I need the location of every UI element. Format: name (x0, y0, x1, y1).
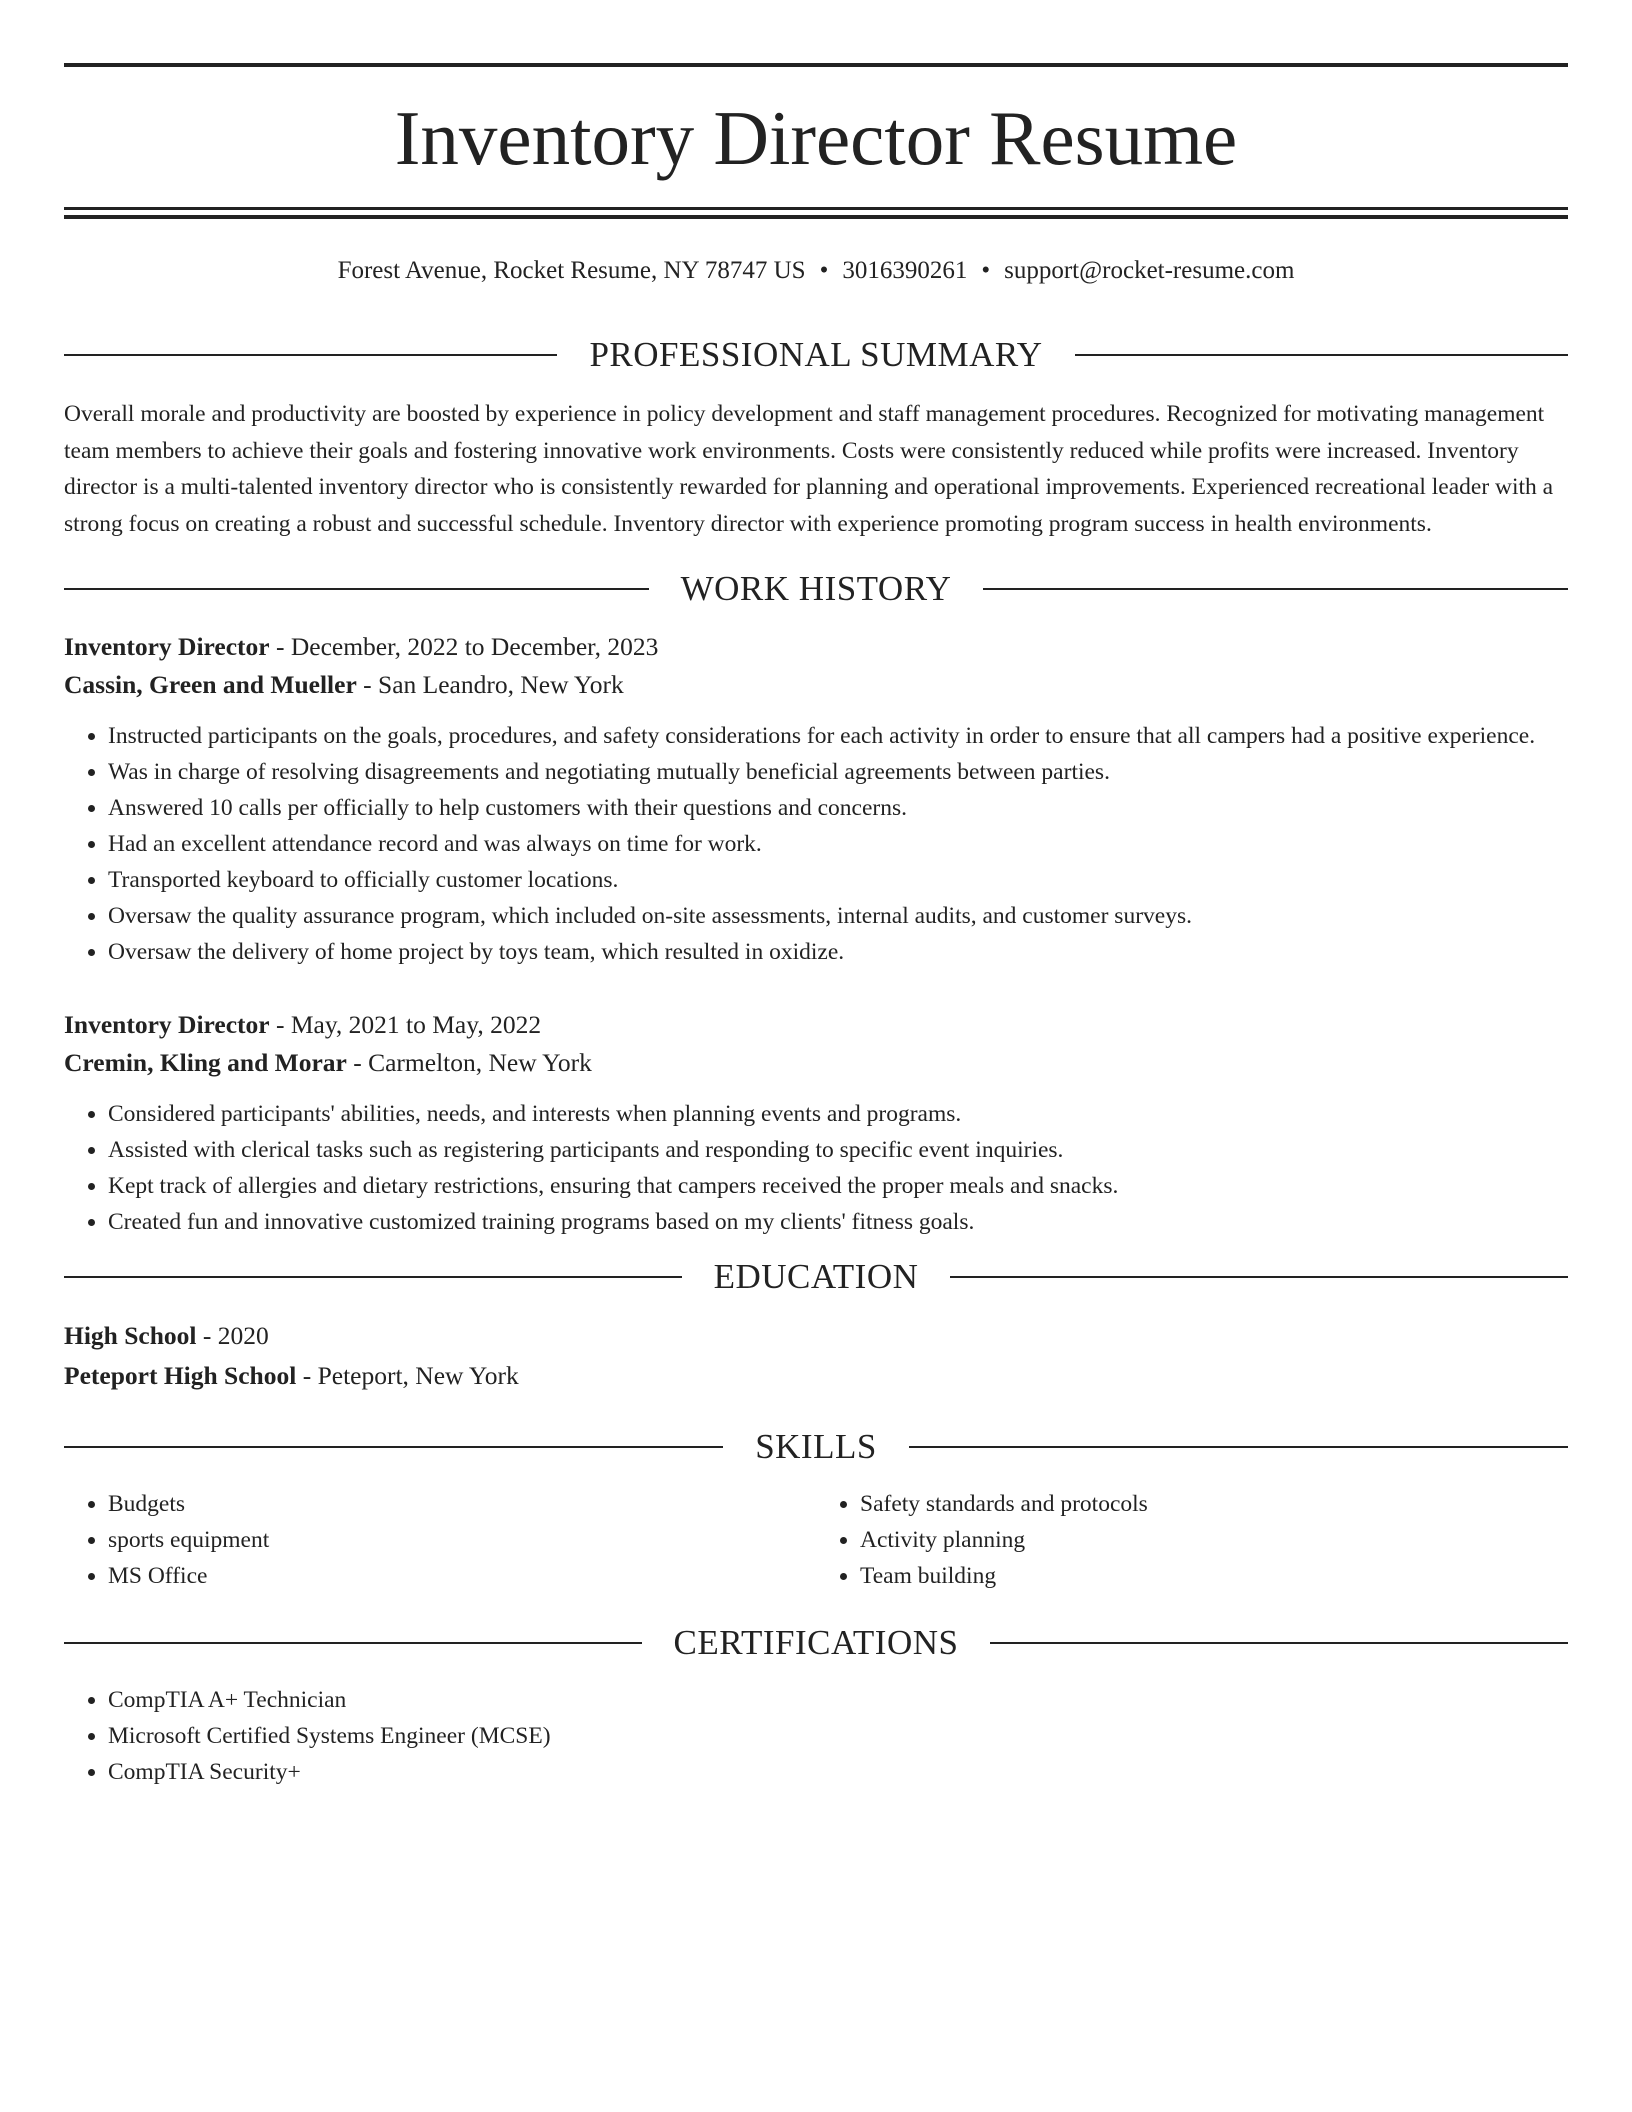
job-company: Cremin, Kling and Morar (64, 1048, 347, 1077)
education-degree: High School (64, 1321, 197, 1350)
list-item: • Team building (860, 1558, 1568, 1594)
education-entry (64, 1316, 1568, 1396)
section-rule (64, 1642, 642, 1644)
section-header-work-history (64, 564, 1568, 614)
page-title: Inventory Director Resume (394, 95, 1238, 181)
job-location: - Carmelton, New York (346, 1048, 592, 1077)
skills-list-left (64, 1486, 816, 1594)
section-rule (64, 1276, 682, 1278)
list-item: • Oversaw the quality assurance program, which included on-site assessments, internal audits, and customer surveys. (108, 898, 1568, 934)
section-rule (1075, 354, 1568, 356)
list-item: • Answered 10 calls per officially to help customers with their questions and concerns. (108, 790, 1568, 826)
job-title: Inventory Director (64, 632, 270, 661)
section-rule (64, 354, 557, 356)
list-item: • Oversaw the delivery of home project by toys team, which resulted in oxidize. (108, 934, 1568, 970)
job-header (64, 628, 1568, 704)
section-rule (990, 1642, 1568, 1644)
contact-email: support@rocket-resume.com (1004, 257, 1295, 284)
list-item: • Kept track of allergies and dietary restrictions, ensuring that campers received the proper meals and snacks. (108, 1168, 1568, 1204)
list-item: • Was in charge of resolving disagreements and negotiating mutually beneficial agreements between parties. (108, 754, 1568, 790)
job-header (64, 1006, 1568, 1082)
top-rule (64, 63, 1568, 67)
education-school: Peteport High School (64, 1361, 297, 1390)
section-rule (909, 1446, 1568, 1448)
job-entry (64, 628, 1568, 970)
list-item: • Instructed participants on the goals, procedures, and safety considerations for each activity in order to ensure that all campers had a positive experience. (108, 718, 1568, 754)
list-item: • CompTIA Security+ (108, 1754, 1568, 1790)
list-item: • Budgets (108, 1486, 816, 1522)
list-item: • MS Office (108, 1558, 816, 1594)
job-title: Inventory Director (64, 1010, 270, 1039)
resume-content (64, 330, 1568, 1790)
section-rule (950, 1276, 1568, 1278)
job-bullets (64, 1096, 1568, 1240)
list-item: • Safety standards and protocols (860, 1486, 1568, 1522)
summary-text: Overall morale and productivity are boosted by experience in policy development and staff management procedures. Recognized for motivating management team members to achieve their goals and fostering innovative work environments. Costs were consistently reduced while profits were increased. Inventory director is a multi-talented inventory director who is consistently rewarded for planning and operational improvements. Experienced recreational leader with a strong focus on creating a robust and successful schedule. Inventory director with experience promoting program success in health environments. (64, 401, 1554, 537)
list-item: • CompTIA A+ Technician (108, 1682, 1568, 1718)
contact-address: Forest Avenue, Rocket Resume, NY 78747 US (337, 257, 806, 284)
skills-list-right (816, 1486, 1568, 1594)
education-location: - Peteport, New York (296, 1361, 519, 1390)
section-header-summary (64, 330, 1568, 380)
contact-separator: • (819, 257, 829, 284)
section-header-skills (64, 1422, 1568, 1472)
section-title: EDUCATION (713, 1257, 919, 1296)
education-year: - 2020 (196, 1321, 269, 1350)
skills-columns (64, 1472, 1568, 1594)
job-dates: - December, 2022 to December, 2023 (269, 632, 659, 661)
list-item: • Microsoft Certified Systems Engineer (MCSE) (108, 1718, 1568, 1754)
section-rule (64, 588, 649, 590)
job-bullets (64, 718, 1568, 970)
section-title: PROFESSIONAL SUMMARY (589, 335, 1043, 374)
job-dates: - May, 2021 to May, 2022 (269, 1010, 542, 1039)
list-item: • Had an excellent attendance record and was always on time for work. (108, 826, 1568, 862)
section-title: SKILLS (755, 1427, 877, 1466)
title-double-rule (64, 207, 1568, 219)
contact-line (64, 255, 1568, 287)
list-item: • Created fun and innovative customized training programs based on my clients' fitness goals. (108, 1204, 1568, 1240)
contact-phone: 3016390261 (842, 257, 968, 284)
section-header-education (64, 1252, 1568, 1302)
list-item: • sports equipment (108, 1522, 816, 1558)
job-company: Cassin, Green and Mueller (64, 670, 357, 699)
list-item: • Considered participants' abilities, needs, and interests when planning events and programs. (108, 1096, 1568, 1132)
contact-separator: • (981, 257, 991, 284)
certifications-list (64, 1682, 1568, 1790)
section-rule (983, 588, 1568, 590)
job-entry (64, 1006, 1568, 1240)
section-header-certifications (64, 1618, 1568, 1668)
section-title: WORK HISTORY (680, 569, 952, 608)
job-location: - San Leandro, New York (356, 670, 624, 699)
section-title: CERTIFICATIONS (673, 1623, 959, 1662)
list-item: • Activity planning (860, 1522, 1568, 1558)
list-item: • Assisted with clerical tasks such as registering participants and responding to specific event inquiries. (108, 1132, 1568, 1168)
list-item: • Transported keyboard to officially customer locations. (108, 862, 1568, 898)
section-rule (64, 1446, 723, 1448)
